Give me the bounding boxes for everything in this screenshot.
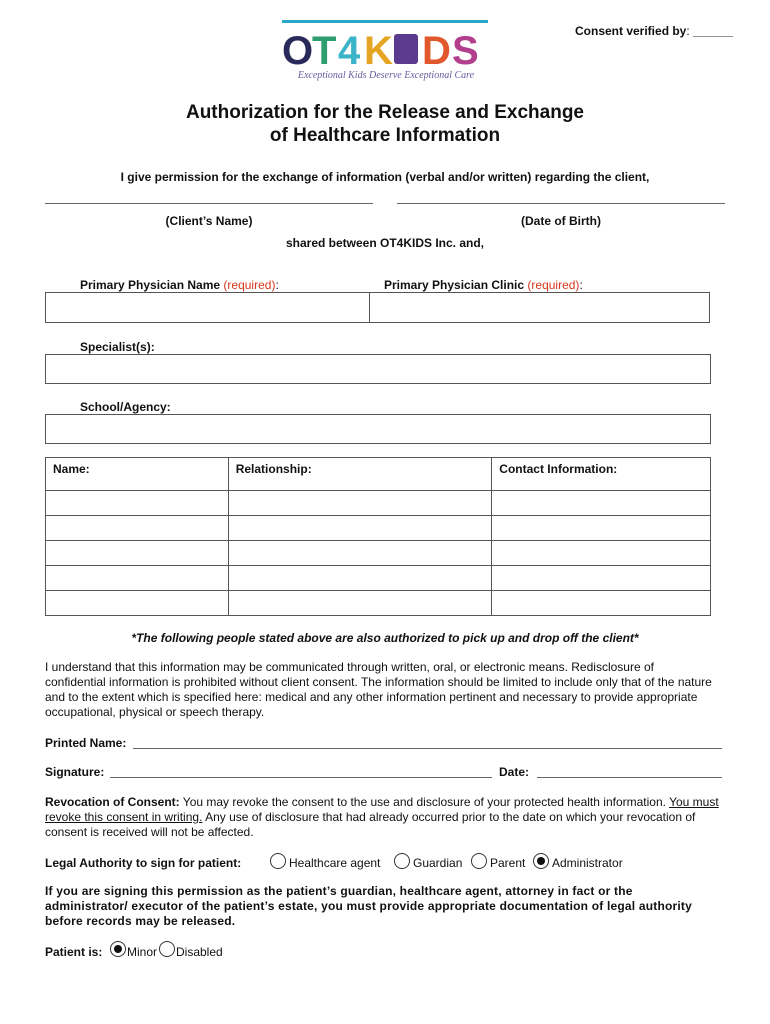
svg-text:K: K <box>364 29 393 72</box>
contact-cell[interactable] <box>492 566 711 591</box>
signature-field[interactable] <box>110 777 492 778</box>
understand-paragraph: I understand that this information may be communicated through written, oral, or electronic means. Redisclosure of confidential information is prohibited without client consent. The information should be limited to include only that of the nature and to the extent which is specified here: medical and any other information pertinent and necessary to provide appropriate occupational, physical or speech therapy. <box>45 660 712 719</box>
required-marker: (required) <box>223 278 276 292</box>
school-agency-input[interactable] <box>45 414 711 444</box>
signature-label: Signature: <box>45 765 105 779</box>
specialists-input[interactable] <box>45 354 711 384</box>
title-line-2: of Healthcare Information <box>269 125 501 146</box>
pickup-note: *The following people stated above are also authorized to pick up and drop off the client* <box>131 631 639 645</box>
required-marker: (required) <box>527 278 580 292</box>
column-header-name: Name: <box>46 458 229 491</box>
option-healthcare-agent-label: Healthcare agent <box>289 856 381 870</box>
specialists-label: Specialist(s): <box>80 340 155 354</box>
svg-text:S: S <box>452 29 479 72</box>
physician-clinic-input[interactable] <box>369 292 710 323</box>
date-of-birth-label: (Date of Birth) <box>521 214 601 228</box>
svg-text:O: O <box>282 29 314 72</box>
consent-verified-blank[interactable]: ______ <box>689 24 734 38</box>
logo-top-bar <box>282 20 488 23</box>
svg-text:T: T <box>312 29 337 72</box>
logo-tagline: Exceptional Kids Deserve Exceptional Care <box>297 70 475 81</box>
name-cell[interactable] <box>46 566 229 591</box>
svg-text:4: 4 <box>338 29 361 72</box>
date-field[interactable] <box>537 777 722 778</box>
title-line-1: Authorization for the Release and Exchange <box>185 102 585 123</box>
intro-text: I give permission for the exchange of information (verbal and/or written) regarding the client, <box>120 170 650 184</box>
contact-cell[interactable] <box>492 591 711 616</box>
date-label: Date: <box>499 765 530 779</box>
logo-wordmark <box>282 26 490 72</box>
revocation-underlined: You must revoke this consent in writing. <box>45 795 719 824</box>
physician-clinic-label: Primary Physician Clinic (required): <box>384 278 583 292</box>
radio-administrator[interactable] <box>533 853 549 869</box>
guardian-note: If you are signing this permission as the patient’s guardian, healthcare agent, attorney in fact or the administrator/ executor of the patient’s estate, you must provide appropriate documentation of legal authority before records may be released. <box>45 884 692 928</box>
radio-guardian[interactable] <box>394 853 410 869</box>
radio-minor[interactable] <box>110 941 126 957</box>
radio-parent[interactable] <box>471 853 487 869</box>
option-guardian-label: Guardian <box>413 856 463 870</box>
printed-name-label: Printed Name: <box>45 736 127 750</box>
table-row <box>46 541 711 566</box>
column-header-relationship: Relationship: <box>228 458 492 491</box>
revocation-heading: Revocation of Consent: <box>45 795 180 809</box>
option-administrator-label: Administrator <box>552 856 623 870</box>
relationship-cell[interactable] <box>228 541 492 566</box>
table-row <box>46 591 711 616</box>
client-name-label: (Client’s Name) <box>165 214 253 228</box>
name-cell[interactable] <box>46 591 229 616</box>
consent-verified: Consent verified by: ______ <box>575 24 734 38</box>
name-cell[interactable] <box>46 516 229 541</box>
table-header-row <box>46 458 711 491</box>
table-row <box>46 516 711 541</box>
physician-name-input[interactable] <box>45 292 370 323</box>
printed-name-field[interactable] <box>133 748 722 749</box>
relationship-cell[interactable] <box>228 566 492 591</box>
option-minor-label: Minor <box>127 945 158 959</box>
table-row <box>46 566 711 591</box>
revocation-paragraph: Revocation of Consent: You may revoke the consent to the use and disclosure of your protected health information. You must revoke this consent in writing. Any use of disclosure that had already occurred prior to the date on which your revocation of consent is received will not be affected. <box>45 795 719 839</box>
table-row <box>46 491 711 516</box>
consent-verified-label: Consent verified by <box>575 24 687 38</box>
name-cell[interactable] <box>46 491 229 516</box>
legal-authority-label: Legal Authority to sign for patient: <box>45 856 242 870</box>
patient-is-label: Patient is: <box>45 945 103 959</box>
shared-between-text: shared between OT4KIDS Inc. and, <box>285 236 485 250</box>
contact-cell[interactable] <box>492 541 711 566</box>
relationship-cell[interactable] <box>228 591 492 616</box>
contacts-table <box>45 457 711 616</box>
contact-cell[interactable] <box>492 491 711 516</box>
contact-cell[interactable] <box>492 516 711 541</box>
radio-disabled[interactable] <box>159 941 175 957</box>
option-parent-label: Parent <box>490 856 526 870</box>
school-agency-label: School/Agency: <box>80 400 171 414</box>
option-disabled-label: Disabled <box>176 945 223 959</box>
date-of-birth-field[interactable] <box>397 203 725 204</box>
svg-text:D: D <box>422 29 451 72</box>
relationship-cell[interactable] <box>228 491 492 516</box>
physician-name-label: Primary Physician Name (required): <box>80 278 279 292</box>
page-title <box>0 101 770 147</box>
name-cell[interactable] <box>46 541 229 566</box>
column-header-contact: Contact Information: <box>492 458 711 491</box>
radio-healthcare-agent[interactable] <box>270 853 286 869</box>
logo <box>282 20 490 86</box>
relationship-cell[interactable] <box>228 516 492 541</box>
client-name-field[interactable] <box>45 203 373 204</box>
